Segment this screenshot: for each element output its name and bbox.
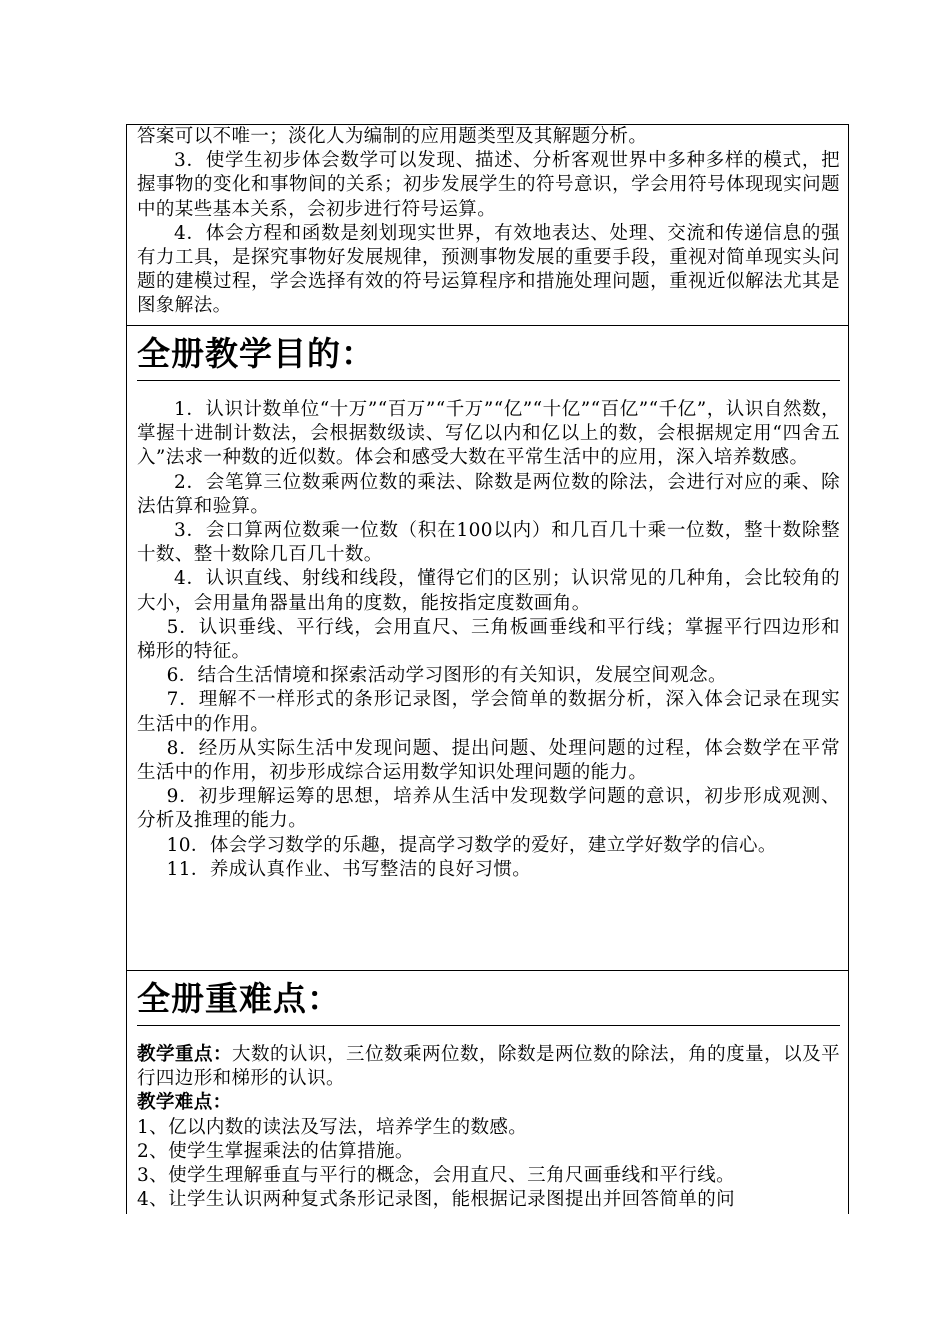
key-points-label: 教学重点： [137, 1044, 233, 1065]
key-points-text: 大数的认识，三位数乘两位数，除数是两位数的除法，角的度量，以及平行四边形和梯形的认识。 [137, 1044, 840, 1090]
list-item: 10．体会学习数学的乐趣，提高学习数学的爱好，建立学好数学的信心。 [166, 834, 777, 856]
difficult-points-label: 教学难点： [137, 1092, 232, 1114]
difficult-item: 1、亿以内数的读法及写法，培养学生的数感。 [137, 1116, 528, 1138]
key-difficult-points-cell [127, 971, 848, 1215]
difficult-item: 4、让学生认识两种复式条形记录图，能根据记录图提出并回答简单的问 [137, 1189, 736, 1211]
teaching-goals-heading: 全册教学目的： [137, 334, 840, 381]
list-item: 5．认识垂线、平行线，会用直尺、三角板画垂线和平行线；掌握平行四边形和梯形的特征。 [137, 616, 840, 663]
paragraph: 4．体会方程和函数是刻划现实世界，有效地表达、处理、交流和传递信息的强有力工具，是探究事物好发展规律，预测事物发展的重要手段，重视对简单现实头问题的建模过程，学会选择有效的符号运算程序和措施处理问题，重视近似解法尤其是图象解法。 [137, 222, 840, 317]
list-item: 2．会笔算三位数乘两位数的乘法、除数是两位数的除法，会进行对应的乘、除法估算和验算。 [137, 471, 840, 517]
key-difficult-points-body [137, 1043, 840, 1212]
list-item: 3．会口算两位数乘一位数（积在100以内）和几百几十乘一位数，整十数除整十数、整十数除几百几十数。 [137, 520, 840, 566]
list-item: 7．理解不一样形式的条形记录图，学会简单的数据分析，深入体会记录在现实生活中的作用。 [137, 689, 840, 735]
teaching-goals-cell [127, 326, 848, 971]
document-table [126, 124, 849, 1214]
list-item: 6．结合生活情境和探索活动学习图形的有关知识，发展空间观念。 [166, 665, 727, 687]
paragraph: 3．使学生初步体会数学可以发现、描述、分析客观世界中多种多样的模式，把握事物的变化和事物间的关系；初步发展学生的符号意识，学会用符号体现现实问题中的某些基本关系，会初步进行符号运算。 [137, 150, 840, 220]
list-item: 1．认识计数单位“十万”“百万”“千万”“亿”“十亿”“百亿”“千亿”，认识自然数，掌握十进制计数法，会根据数级读、写亿以内和亿以上的数，会根据规定用“四舍五入”法求一种数的近似数。体会和感受大数在平常生活中的应用，深入培养数感。 [137, 399, 840, 469]
key-difficult-points-heading: 全册重难点： [137, 979, 840, 1026]
paragraph: 答案可以不唯一；淡化人为编制的应用题类型及其解题分析。 [137, 126, 648, 147]
teaching-goals-list [137, 398, 840, 882]
list-item: 8．经历从实际生活中发现问题、提出问题、处理问题的过程，体会数学在平常生活中的作用，初步形成综合运用数学知识处理问题的能力。 [137, 737, 840, 784]
objectives-continued-cell [127, 125, 848, 326]
list-item: 9．初步理解运筹的思想，培养从生活中发现数学问题的意识，初步形成观测、分析及推理的能力。 [137, 786, 840, 832]
difficult-item: 3、使学生理解垂直与平行的概念，会用直尺、三角尺画垂线和平行线。 [137, 1165, 736, 1187]
objectives-continued-text [137, 125, 840, 319]
list-item: 4．认识直线、射线和线段，懂得它们的区别；认识常见的几种角，会比较角的大小，会用量角器量出角的度数，能按指定度数画角。 [137, 568, 840, 614]
difficult-item: 2、使学生掌握乘法的估算措施。 [137, 1140, 414, 1162]
list-item: 11．养成认真作业、书写整洁的良好习惯。 [166, 858, 532, 880]
key-points [137, 1043, 840, 1091]
